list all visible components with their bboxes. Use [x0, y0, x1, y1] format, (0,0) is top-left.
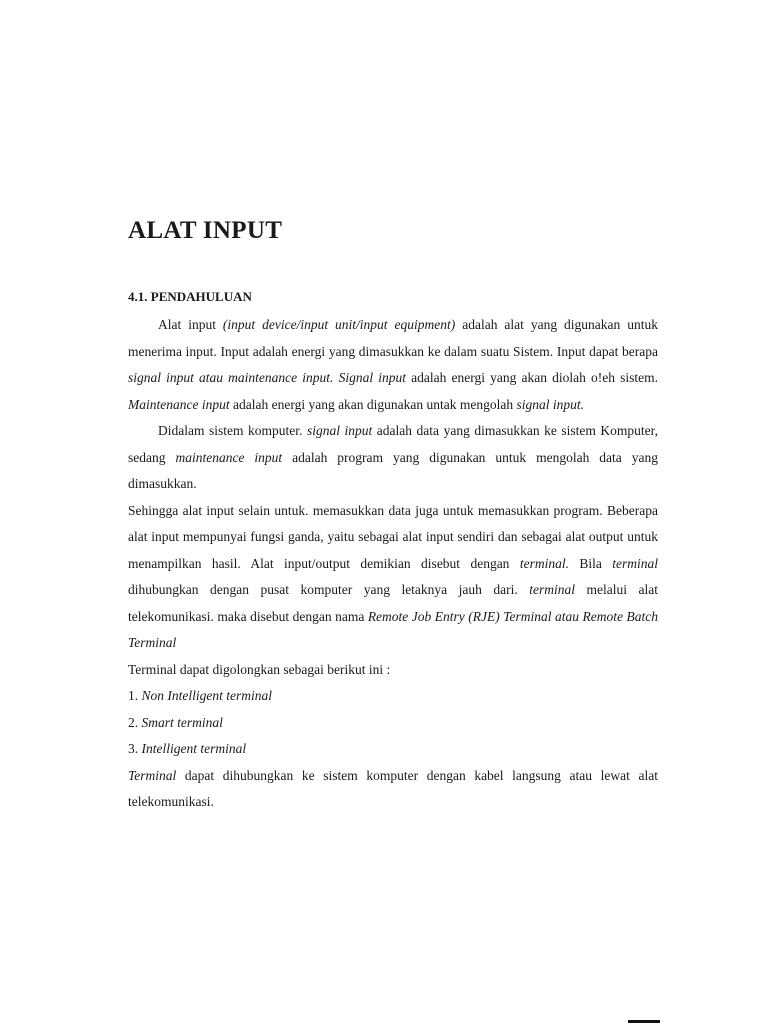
- italic-term: terminal.: [519, 555, 569, 571]
- italic-term: signal input: [306, 423, 373, 438]
- text-run: Bila: [568, 555, 613, 571]
- text-run: adalah data yang dimasukkan ke sistem Komputer, sedang: [128, 423, 659, 465]
- list-item: [128, 736, 658, 763]
- section-heading: 4.1. PENDAHULUAN: [128, 289, 252, 304]
- italic-term: terminal: [612, 555, 658, 571]
- italic-term: Maintenance input: [128, 396, 230, 412]
- text-run: Alat input: [158, 317, 223, 332]
- list-number: 2.: [128, 714, 142, 730]
- list-label: Intelligent terminal: [141, 741, 247, 756]
- list-number: 1.: [128, 688, 142, 703]
- italic-term: Terminal: [128, 767, 177, 783]
- italic-term: signal input atau maintenance input. Signal input: [128, 370, 406, 385]
- text-run: Sehingga alat input selain untuk. memasukkan data juga untuk memasukkan program. Beberapa alat input mempunyai fungsi ganda, yaitu sebagai alat input sendiri dan sebagai alat output untuk menampilkan hasil. Alat input/output demikian disebut dengan: [128, 502, 658, 571]
- italic-term: Remote Job Entry (RJE) Terminal atau Remote Batch Terminal: [128, 608, 658, 650]
- body-text: [128, 312, 658, 816]
- italic-term: terminal: [529, 582, 576, 597]
- text-run: dihubungkan dengan pusat komputer yang letaknya jauh dari.: [128, 582, 530, 597]
- page-corner-mark: [628, 1020, 660, 1023]
- text-run: adalah energi yang akan diolah o!eh sistem.: [405, 370, 658, 385]
- text-run: melalui alat telekomunikasi. maka disebut dengan nama: [128, 582, 658, 624]
- list-label: Non Intelligent terminal: [141, 688, 272, 703]
- paragraph-connection: [128, 763, 658, 816]
- paragraph-system: [128, 418, 658, 498]
- paragraph-intro: [128, 312, 658, 418]
- italic-term: signal input.: [516, 396, 585, 412]
- text-run: adalah alat yang digunakan untuk menerima input. Input adalah energi yang dimasukkan ke dalam suatu Sistem. Input dapat berapa: [128, 317, 659, 359]
- list-item: [128, 710, 658, 737]
- text-run: dapat dihubungkan ke sistem komputer dengan kabel langsung atau lewat alat telekomunikasi.: [128, 767, 658, 809]
- paragraph-terminal: [128, 498, 658, 657]
- list-number: 3.: [128, 741, 142, 756]
- page-title: ALAT INPUT: [128, 217, 283, 244]
- list-item: [128, 683, 658, 710]
- text-run: adalah program yang digunakan untuk mengolah data yang dimasukkan.: [128, 449, 658, 491]
- list-label: Smart terminal: [141, 714, 223, 730]
- text-run: adalah energi yang akan digunakan untak mengolah: [229, 396, 517, 412]
- text-run: Didalam sistem komputer.: [158, 423, 307, 438]
- italic-term: maintenance input: [175, 449, 283, 465]
- italic-term: (input device/input unit/input equipment): [222, 317, 456, 332]
- paragraph-classification: Terminal dapat digolongkan sebagai berikut ini :: [128, 661, 391, 677]
